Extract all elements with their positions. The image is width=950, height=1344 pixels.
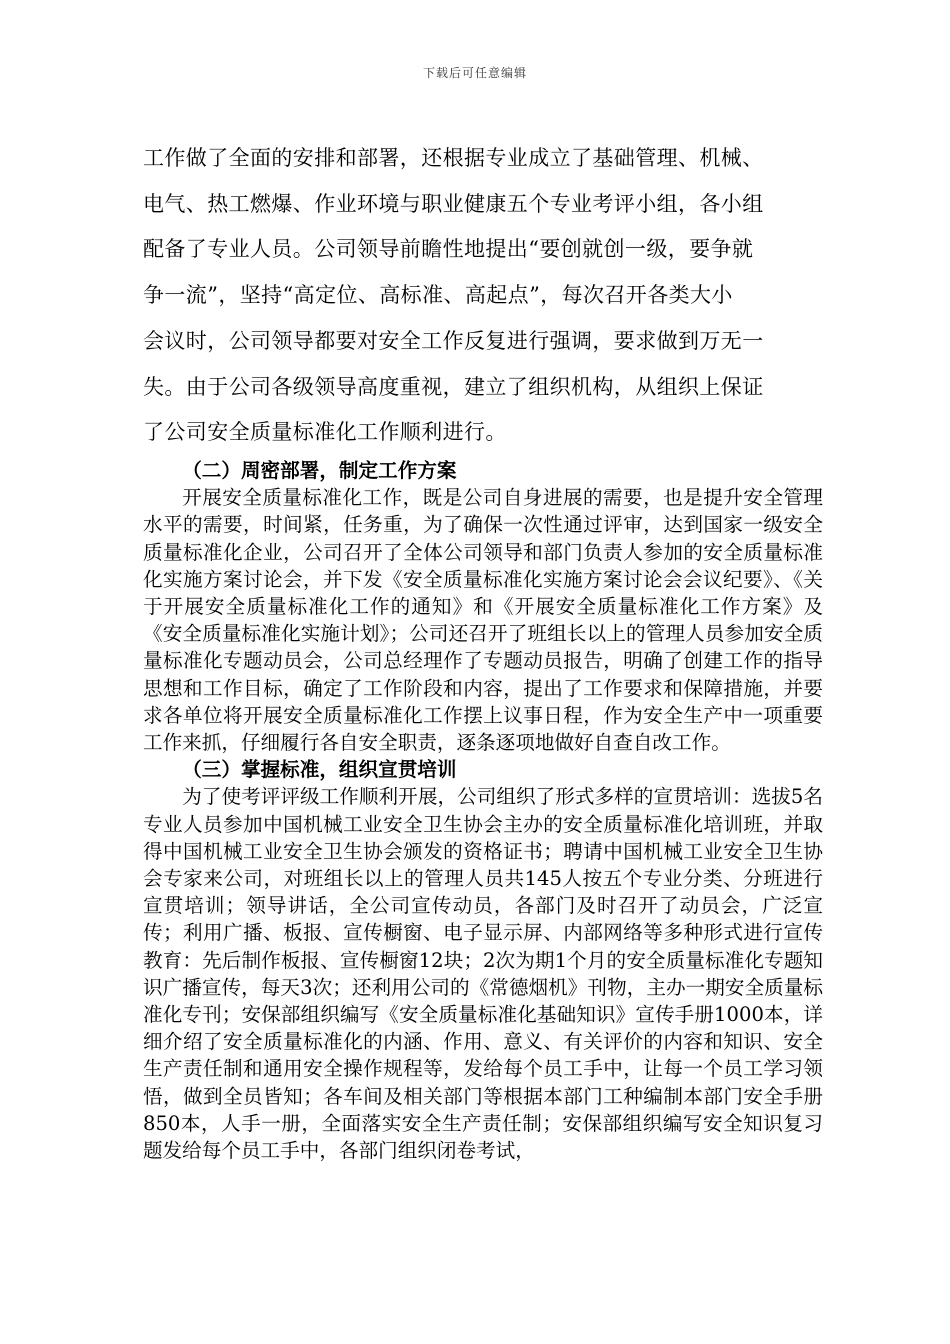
section-2-paragraph: 开展安全质量标准化工作，既是公司自身进展的需要，也是提升安全管理水平的需要，时间紧，任务重，为了确保一次性通过评审，达到国家一级安全质量标准化企业，公司召开了全体公司领导和部门负责人参加的安全质量标准化实施方案讨论会，并下发《安全质量标准化实施方案讨论会会议纪要》、《关于开展安全质量标准化工作的通知》和《开展安全质量标准化工作方案》及《安全质量标准化实施计划》；公司还召开了班组长以上的管理人员参加安全质量标准化专题动员会，公司总经理作了专题动员报告，明确了创建工作的指导思想和工作目标，确定了工作阶段和内容，提出了工作要求和保障措施，并要求各单位将开展安全质量标准化工作摆上议事日程，作为安全生产中一项重要工作来抓，仔细履行各自安全职责，逐条逐项地做好自查自改工作。 (143, 486, 823, 755)
text-line: 了公司安全质量标准化工作顺利进行。 (143, 420, 507, 445)
text-line: 会议时，公司领导都要对安全工作反复进行强调，要求做到万无一 (143, 328, 764, 353)
section-3-heading: （三）掌握标准，组织宣贯培训 (182, 758, 457, 782)
page-header: 下载后可任意编辑 (422, 66, 527, 80)
section-2-heading: （二）周密部署，制定工作方案 (182, 459, 457, 482)
text-line: 电气、热工燃爆、作业环境与职业健康五个专业考评小组，各小组 (143, 191, 764, 216)
text-line: 失。由于公司各级领导高度重视，建立了组织机构，从组织上保证 (143, 374, 764, 399)
section-1-text (143, 136, 823, 456)
section-3-paragraph: 为了使考评评级工作顺利开展，公司组织了形式多样的宣贯培训：选拔5名专业人员参加中国机械工业安全卫生协会主办的安全质量标准化培训班，并取得中国机械工业安全卫生协会颁发的资格证书；聘请中国机械工业安全卫生协会专家来公司，对班组长以上的管理人员共145人按五个专业分类、分班进行宣贯培训；领导讲话，全公司宣传动员，各部门及时召开了动员会，广泛宣传；利用广播、板报、宣传橱窗、电子显示屏、内部网络等多种形式进行宣传教育：先后制作板报、宣传橱窗12块；2次为期1个月的安全质量标准化专题知识广播宣传，每天3次；还利用公司的《常德烟机》刊物，主办一期安全质量标准化专刊；安保部组织编写《安全质量标准化基础知识》宣传手册1000本，详细介绍了安全质量标准化的内涵、作用、意义、有关评价的内容和知识、安全生产责任制和通用安全操作规程等，发给每个员工手中，让每一个员工学习领悟，做到全员皆知；各车间及相关部门等根据本部门工种编制本部门安全手册850本，人手一册，全面落实安全生产责任制；安保部组织编写安全知识复习题发给每个员工手中，各部门组织闭卷考试， (143, 785, 823, 1163)
text-line: 配备了专业人员。公司领导前瞻性地提出“要创就创一级，要争就 (143, 237, 754, 262)
text-line: 工作做了全面的安排和部署，还根据专业成立了基础管理、机械、 (143, 146, 764, 170)
text-line: 争一流”，坚持“高定位、高标准、高起点”，每次召开各类大小 (143, 283, 733, 308)
sections-2-3 (143, 457, 823, 1164)
